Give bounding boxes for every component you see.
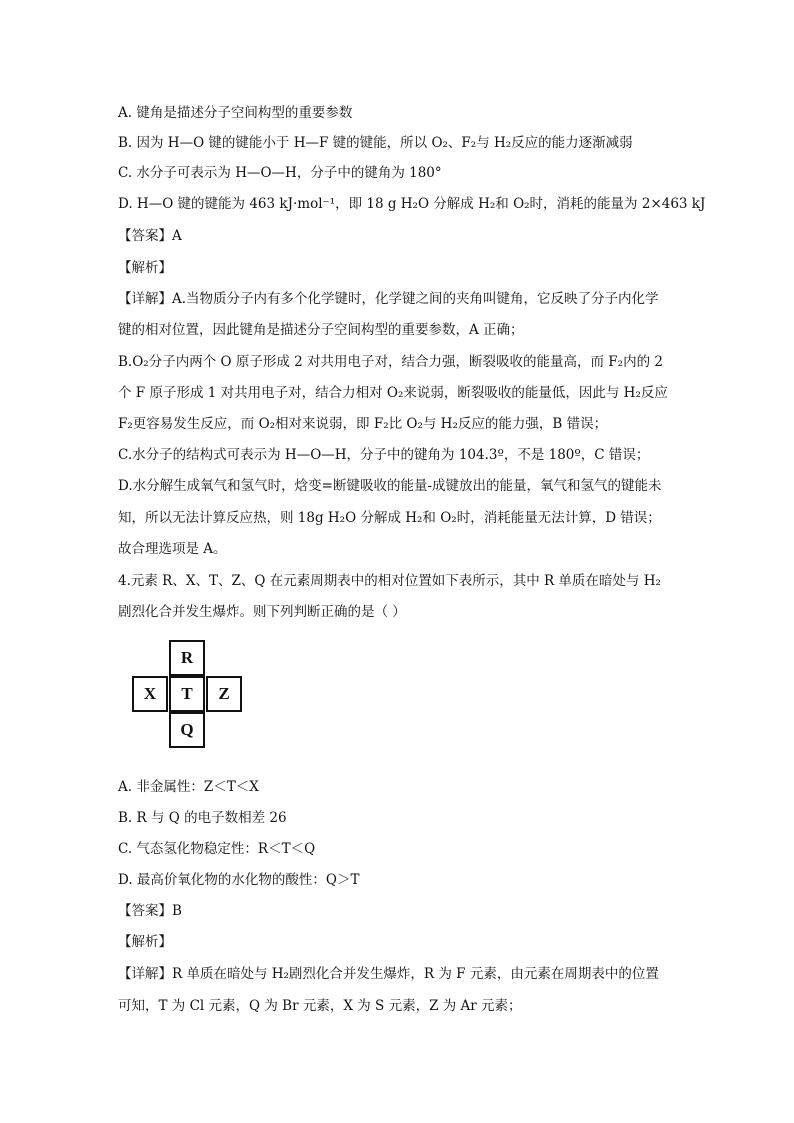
q3-explanation-line: 键的相对位置，因此键角是描述分子空间构型的重要参数，A 正确；	[118, 322, 524, 338]
q3-explanation-line: 【详解】A.当物质分子内有多个化学键时，化学键之间的夹角叫键角，它反映了分子内化学	[118, 291, 659, 307]
q4-option-c: C. 气态氢化物稳定性：R＜T＜Q	[118, 841, 316, 857]
q3-explanation-line: C.水分子的结构式可表示为 H—O—H，分子中的键角为 104.3º，不是 180º，C 错误；	[118, 447, 650, 463]
q3-option-a: A. 键角是描述分子空间构型的重要参数	[118, 105, 353, 121]
q4-option-d: D. 最高价氧化物的水化物的酸性：Q＞T	[118, 872, 360, 888]
q3-explanation-line: 知，所以无法计算反应热，则 18g H₂O 分解成 H₂和 O₂时，消耗能量无法计算，D 错误；	[118, 510, 661, 526]
q3-explanation-line: D.水分解生成氧气和氢气时，焓变=断键吸收的能量-成键放出的能量，氧气和氢气的键能未	[118, 478, 662, 494]
cell-r: R	[169, 640, 205, 676]
q3-explanation-line: F₂更容易发生反应，而 O₂相对来说弱，即 F₂比 O₂与 H₂反应的能力强，B 错误；	[118, 416, 608, 432]
q3-explanation-line: 个 F 原子形成 1 对共用电子对，结合力相对 O₂来说弱，断裂吸收的能量低，因此与 H₂反应	[118, 385, 668, 401]
q4-explanation-line: 可知，T 为 Cl 元素，Q 为 Br 元素，X 为 S 元素，Z 为 Ar 元素；	[118, 998, 522, 1014]
q4-option-a: A. 非金属性：Z＜T＜X	[118, 779, 259, 795]
q3-analysis-heading: 【解析】	[118, 260, 172, 276]
q3-explanation-line: 故合理选项是 A。	[118, 541, 227, 557]
q4-option-b: B. R 与 Q 的电子数相差 26	[118, 810, 287, 826]
q3-option-b: B. 因为 H—O 键的键能小于 H—F 键的键能，所以 O₂、F₂与 H₂反应的能力逐渐减弱	[118, 135, 633, 151]
periodic-table-fragment	[132, 640, 244, 750]
q4-stem-line: 4.元素 R、X、T、Z、Q 在元素周期表中的相对位置如下表所示，其中 R 单质在暗处与 H₂	[118, 573, 661, 589]
cell-t: T	[169, 676, 205, 712]
q3-option-d: D. H—O 键的键能为 463 kJ·mol⁻¹，即 18 g H₂O 分解成 H₂和 O₂时，消耗的能量为 2×463 kJ	[118, 196, 706, 212]
q4-analysis-heading: 【解析】	[118, 934, 172, 950]
cell-q: Q	[169, 712, 205, 748]
q3-answer: 【答案】A	[118, 228, 182, 244]
cell-x: X	[132, 676, 168, 712]
q4-explanation-line: 【详解】R 单质在暗处与 H₂剧烈化合并发生爆炸，R 为 F 元素，由元素在周期表中的位置	[118, 966, 659, 982]
q4-answer: 【答案】B	[118, 903, 182, 919]
q3-option-c: C. 水分子可表示为 H—O—H，分子中的键角为 180°	[118, 165, 442, 181]
q4-stem-line: 剧烈化合并发生爆炸。则下列判断正确的是（ ）	[118, 604, 406, 620]
q3-explanation-line: B.O₂分子内两个 O 原子形成 2 对共用电子对，结合力强，断裂吸收的能量高，而 F₂内的 2	[118, 354, 663, 370]
cell-z: Z	[206, 676, 242, 712]
